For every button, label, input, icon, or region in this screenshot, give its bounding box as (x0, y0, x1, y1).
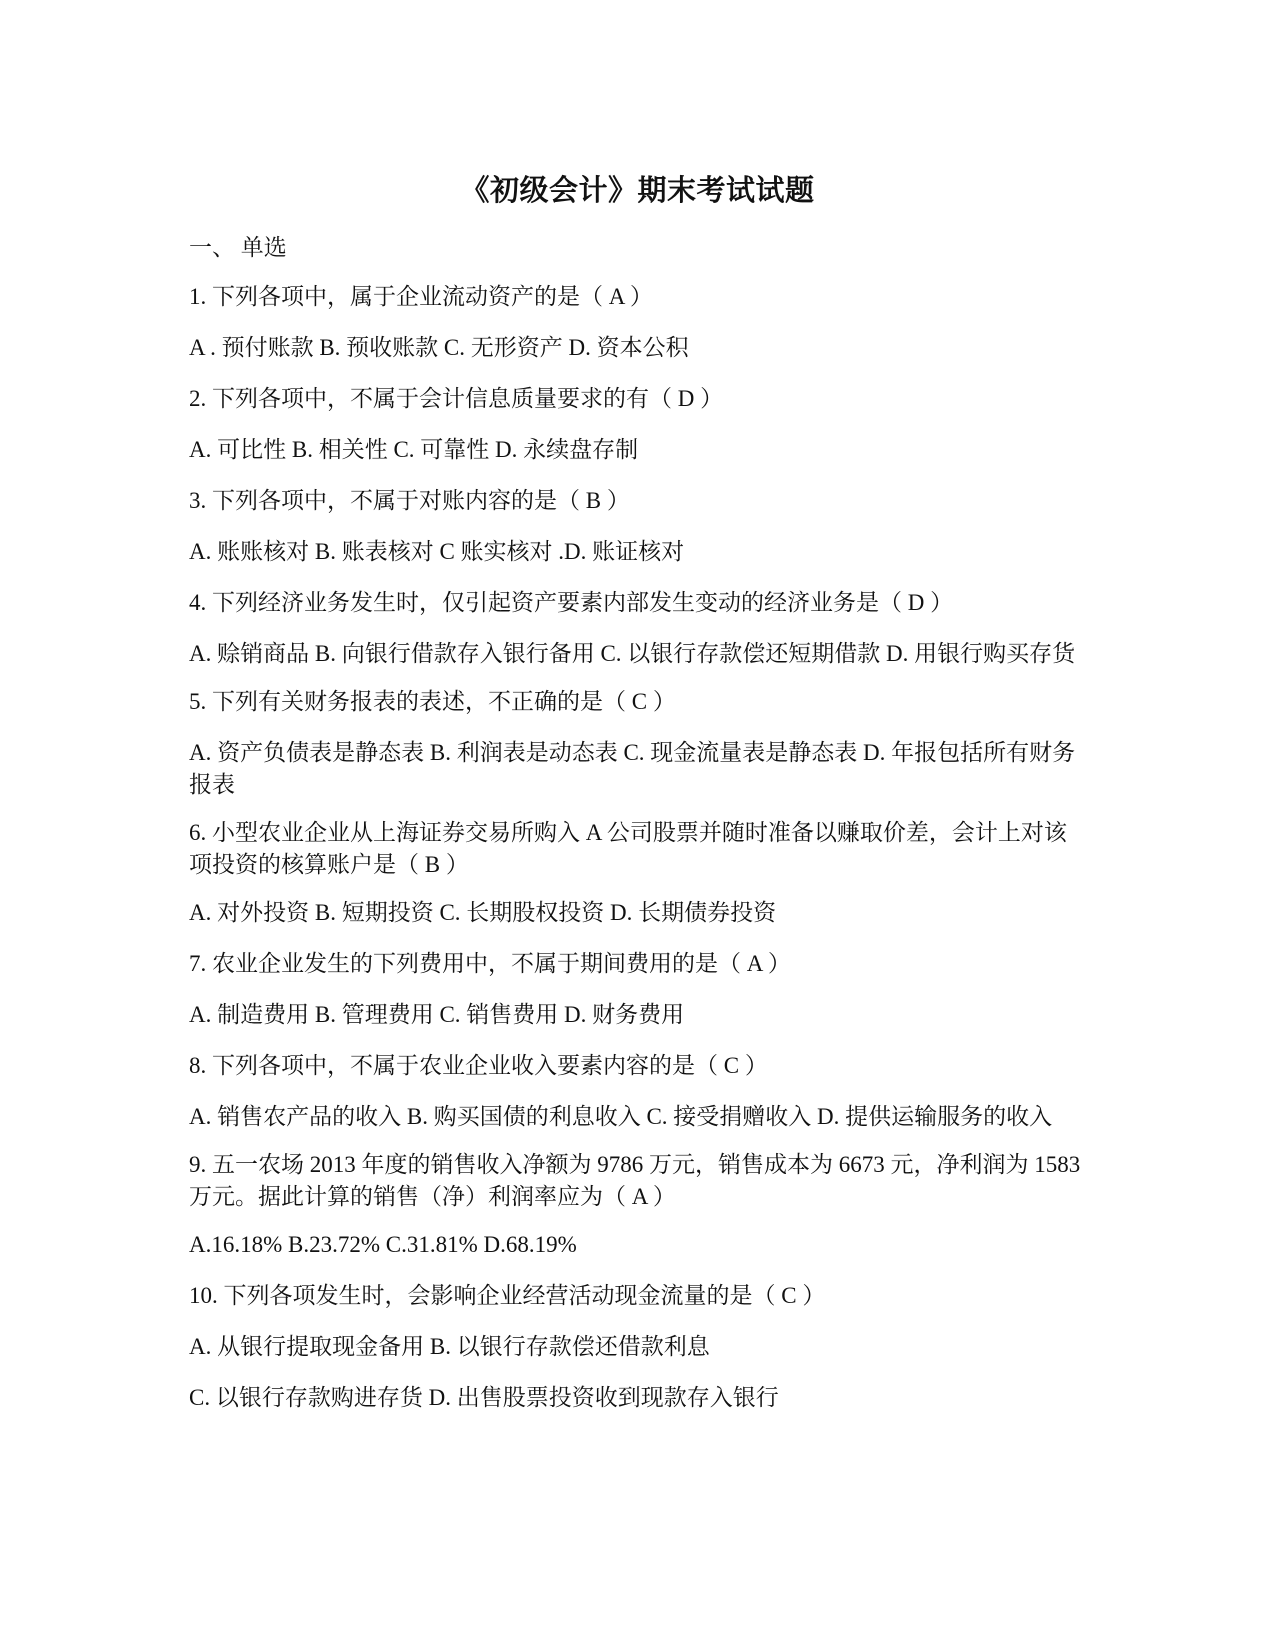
question-5-stem: 5. 下列有关财务报表的表述，不正确的是（ C ） (189, 689, 676, 714)
question-6-options: A. 对外投资 B. 短期投资 C. 长期股权投资 D. 长期债券投资 (189, 900, 777, 925)
question-1-options: A . 预付账款 B. 预收账款 C. 无形资产 D. 资本公积 (189, 335, 689, 360)
question-10-options: A. 从银行提取现金备用 B. 以银行存款偿还借款利息 (189, 1334, 710, 1359)
question-2-stem: 2. 下列各项中，不属于会计信息质量要求的有（ D ） (189, 386, 724, 411)
page-title: 《初级会计》期末考试试题 (460, 173, 815, 207)
question-2-options: A. 可比性 B. 相关性 C. 可靠性 D. 永续盘存制 (189, 437, 639, 462)
section-heading: 一、 单选 (189, 235, 287, 260)
question-10-stem: 10. 下列各项发生时，会影响企业经营活动现金流量的是（ C ） (189, 1283, 826, 1308)
question-4-options: A. 赊销商品 B. 向银行借款存入银行备用 C. 以银行存款偿还短期借款 D. 用银行购买存货 (189, 641, 1076, 666)
question-9-stem: 9. 五一农场 2013 年度的销售收入净额为 9786 万元，销售成本为 6673 元，净利润为 1583 万元。据此计算的销售（净）利润率应为（ A ） (189, 1152, 1081, 1209)
question-8-options: A. 销售农产品的收入 B. 购买国债的利息收入 C. 接受捐赠收入 D. 提供运输服务的收入 (189, 1104, 1053, 1129)
question-7-stem: 7. 农业企业发生的下列费用中，不属于期间费用的是（ A ） (189, 951, 791, 976)
question-3-stem: 3. 下列各项中，不属于对账内容的是（ B ） (189, 488, 630, 513)
question-3-options: A. 账账核对 B. 账表核对 C 账实核对 .D. 账证核对 (189, 539, 685, 564)
question-1-stem: 1. 下列各项中，属于企业流动资产的是（ A ） (189, 284, 653, 309)
question-9-options: A.16.18% B.23.72% C.31.81% D.68.19% (189, 1232, 577, 1257)
question-4-stem: 4. 下列经济业务发生时，仅引起资产要素内部发生变动的经济业务是（ D ） (189, 590, 954, 615)
question-10-options-continued: C. 以银行存款购进存货 D. 出售股票投资收到现款存入银行 (189, 1385, 779, 1410)
question-8-stem: 8. 下列各项中，不属于农业企业收入要素内容的是（ C ） (189, 1053, 768, 1078)
question-7-options: A. 制造费用 B. 管理费用 C. 销售费用 D. 财务费用 (189, 1002, 685, 1027)
question-list (189, 232, 1089, 1433)
question-6-stem: 6. 小型农业企业从上海证券交易所购入 A 公司股票并随时准备以赚取价差，会计上对该项投资的核算账户是（ B ） (189, 820, 1067, 877)
question-5-options: A. 资产负债表是静态表 B. 利润表是动态表 C. 现金流量表是静态表 D. 年报包括所有财务报表 (189, 740, 1076, 797)
